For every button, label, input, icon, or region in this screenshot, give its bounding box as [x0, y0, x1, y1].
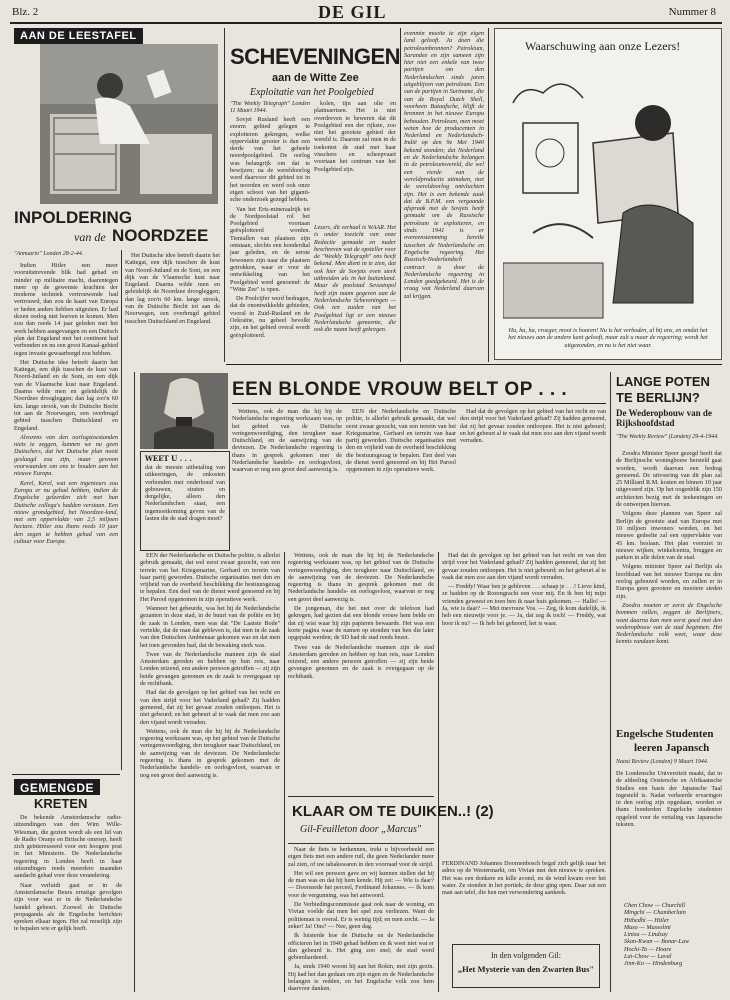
gemengde-body — [14, 814, 122, 992]
scheveningen-p3: De Poolcijfer werd bedragen, dat de onontwikkelde gebieden, vooral in Zuid-Rusland en de Oekraïne, nu geheel bevolkt zijn, en het gebied overal wordt geëxploiteerd. — [230, 295, 310, 339]
scheveningen-title: SCHEVENINGEN — [230, 44, 401, 69]
lange-poten-source: "The Weekly Review" (Londen) 29-4-1944. — [616, 434, 719, 440]
scheveningen-subtitle: aan de Witte Zee — [272, 72, 359, 84]
col-divider — [488, 28, 489, 362]
blonde-col-top-b — [346, 408, 456, 548]
feuilleton-p2: Het wil een persoon gave en wij kunnen stellen dat hij de man was en dat hij hem kende. Hij zei: — Wie is daar? — Doorsnede het perceel, Ferdinand Johannes. — Ik kom voor de vergunning, was het antwoord. — [288, 869, 434, 899]
gemengde-title-2: KRETEN — [34, 796, 88, 811]
inpoldering-source: "Annuario" Londen 28-2-44. — [14, 251, 84, 257]
blonde-p3: Wettens, ook de man die hij bij de Nederlandsche regeering werkzaam was, op het gebied van de Duitsche vertegenwoordiging, den terugkeer naar Duitschland, en de aanwijzing van de deviezen. De Nederlandsche regeering is thans in gesprek gekomen met de Nederlandsche handels- en oorlogsvloot, waarvan er nog een groot deel aanwezig is. — [288, 552, 434, 603]
scheveningen-kicker: Exploitatie van het Poolgebied — [250, 87, 374, 98]
next-issue-title: „Het Mysterie van den Zwarten Bus" — [457, 964, 595, 974]
inpoldering-p1: Indien Hitler een meer vooruitstrevende blik had gehad en minder op militaire macht, daarentegen meer op de gewenste krachten der moderne techniek vertrouwende had vertrouwd, dan zou de kaart van Europa er heden anders hebben uitgezien. Er had dezen oorlog niet hoeven te komen. Men zou dan reeds 14 jaar geleden met het werk hebben aangevangen en een Duitsch plan dat Engeland met het continent had verbonden en nu een groot Kanaal-gebied tegen invasie gewaarborgd zou hebben. — [14, 262, 118, 357]
inpoldering-p3: Alvorens van den oorlogstoestanden niets te zeggen, kunnen we nu geen Duitschers, dat het Duitsche plan nooit geslaagd zou zijn, maar gewoon voorwaarden om ons te houden aan het nieuwe Europa. — [14, 433, 118, 478]
lange-poten-p1: Zoodra Minister Speer gezegd heeft dat de Berlijnsche woningbouw hersteld gaat worden, wordt daarvan een bedrag genoemd. De uitvoering van dit plan zal 25 Milliard R.M. kosten en binnen 10 jaar uitgevoerd zijn. Op het oogenblik zijn 150 architecten bezig met de teekeningen en de ontwerpen hiervan. — [616, 450, 722, 509]
feuilleton-p5: Ja, sinds 1940 woont hij aan het Rokin, met zijn gezin. Hij had het dan gedaan om zijn eigen en de Nederlandsche belangen te redden, en het Engelsche volk zou hem daarvoor danken. — [288, 963, 434, 992]
scheveningen-source: "The Weekly Telegraph" Londen 11 Maart 1944. — [230, 101, 310, 115]
masthead: DE GIL — [318, 2, 387, 22]
studenten-title-2: leeren Japansch — [634, 742, 710, 754]
warning-caption: Ha, ha, ha, vroeger, mooi is hooren! Nu is het verboden, al bij ons, en omdat het het nieuws aan de andere kant gelooft, maar zult u maar de regeering; wordt het uitgezonden, en nu is het niet waar. — [508, 327, 708, 349]
scheveningen-p2: Van het Erts-mineraalrijk tot de Nordpoolstad rol het Poolgebied voortaan geëxploiteerd worden. Tientallen van plaatsen zijn ontstaan, slechts een honderdtal jaar geleden, en de eerste bewoners zijn naar die plaatsen getrokken, waar er voor de ontwikkeling van het Poolgebied werd genoemd: de "Witte Zee" is open. — [230, 205, 310, 293]
section-rule — [12, 774, 120, 775]
blonde-p5: Twee van de Nederlandsche mannen zijn de stad Amsterdam gereden en hebben op hun reis, naar Londen reizend, een andere persoon getroffen — zij zijn beide gevangen genomen en de zaak is overgegaan op de rechtbank. — [140, 650, 280, 688]
col-divider — [610, 372, 611, 992]
col-divider — [438, 552, 439, 992]
lange-poten-subtitle: De Wederopbouw van de Rijkshoofdstad — [616, 408, 712, 428]
blonde-vrouw-title: EEN BLONDE VROUW BELT OP . . . — [232, 379, 568, 400]
col-divider — [224, 28, 225, 362]
blonde-dialogue: — Freddy! Waar ben je gebleven . . . schaap je . . .! Lieve kind, ze hadden op de Rozengracht een voor mij. En ik ben bij mijn vrienden geweest en toen ben ik naar huis gekomen. — Hallo! — Ja, wie is daar? — Met mevrouw Vos. — Zeg, ik kom dadelijk, ik heb een nieuwtje voor je. — Ja, dat zeg ik toch! — Freddy, wat hoor ik nu? — Ik heb het gehoord, het is waar. — [442, 583, 606, 627]
col-divider — [400, 28, 401, 362]
page-number: Blz. 2 — [12, 6, 39, 18]
col-divider — [284, 552, 285, 992]
lange-poten-p2: Volgens deze plannen van Speer zal Berlijn de grootste stad van Europa met 10 miljoen inwoners worden, en het nieuwe gedeelte zal een oppervlakte van 45 km. beslaan. Het plan voorziet in nieuwe wijken, winkelcentra, bruggen en parken in alle delen van de stad. — [616, 510, 722, 562]
lange-poten-body — [616, 450, 722, 720]
inpoldering-col2-p1: Het Duitsche idee betreft daarin het Kattegat, een dijk tusschen de kust van Noord-Jutland en de Sont, en een dijk van de Vlaamsche kust naar Engeland. Daarna wilde men en geleidelijk de Noordzee droogleggen; dan lag zoo'n 60 km. lange strook, van de Duitsche Bocht tot aan de Noorwegen, een overbrugd gebied tusschen Duitschland en Engeland. — [125, 252, 220, 325]
blonde-col-top-a — [232, 408, 342, 548]
next-issue-label: In den volgenden Gil: — [491, 951, 561, 960]
studenten-names: Chen Chow — Churchill Mingchi — Chamberlain Hithedhi — Hitler Muso — Mussolini Lintsu — Lindsay Skan-Kwan — Bonar-Law Hochi-Ta — Hoare Lai-Chow — Laval Jinn-Ko — Hindenburg — [624, 902, 690, 968]
feuilleton-p4: Ik luisterde hoe de Duitsche en de Nederlandsche officieren het in 1940 gehad hebben en ik weet niet wat er dan gebeurd is. Het ging zoo snel; de stad werd gebombardeerd. — [288, 932, 434, 962]
petroleum-column: evenmin moeite te zijn eigen land gelooft. Ja doen die petroleumbronnen? Petroleum, Sarandee en zijn sameen zijn hier niet een enkele van twee partijen om den Nederlandschen sinds jaren uitgeblijven van petroleum. Een van de partijen in Suriname, die van de Royal Dutch Shell, voorheen Bataafsche, blijft de bronnen in het nieuwe Europa behouden. Petroleum, men moet weten hoe de producenten in Nederland en Nederlandsch-Indië op den 9e Mei 1940 bekend stonden; dat Nederland en de Nederlandsche belangen in de petroleumwereld, die wel een vierde van de wereldproductie uitmaken, met de wereldoorlog ontvluchten zijn. Het is een bekende zaak dat de B.P.M. een vergaande afspraak met de Sovjets heeft gemaakt om de Russische petroleum te exploiteren, en sinds 1941 is er overeenstemming bereikt tusschen de Nederlandsche en Engelsche regeering. Het Russisch-Nederlandsch contract is door de Nederlandsche regeering in Londen goedgekeurd. Het is de vraag wat Nederland daarvan zal krijgen. — [404, 30, 484, 300]
studenten-source: Naast Review (Londen) 9 Maart 1944. — [616, 759, 709, 765]
lange-poten-note: Zoodra moeten er eerst de Engelsche bommen vallen, zeggen de Berlijners, want daarna kan men eerst goed met den wederopbouw van de stad beginnen. Het Nederlandsche volk weet, waar deze kennis vandaan komt. — [616, 601, 722, 646]
feuilleton-body — [288, 846, 434, 992]
feuilleton-p3: De Verbiedingscommissie gaat ook naar de woning, en Vivian voelde dat men het spel zou verliezen. Want de politieman is overal. Er is weinig tijd; en men zocht. — Ja zeker! Ja! Ons? — Nee, geen dag. — [288, 901, 434, 930]
cartoon-radio-listener — [503, 63, 713, 321]
blonde-top-p3: Had dat de gevolgen op het gebied van het recht en van den strijd voor het Vaderland gehad? Zij hadden gemeend, dat zij het gevaar zouden ontloopen. Het is niet gebeurd; en het gebeurt al te vaak dat men zoo aan den vijand wordt verraden. — [460, 408, 606, 445]
blonde-p3b: Wettens, ook de man die hij bij de Nederlandsche regeering werkzaam was, op het gebied van de Duitsche vertegenwoordiging, den terugkeer naar Duitschland, en de aanwijzing van de deviezen. De Nederlandsche regeering is thans in gesprek gekomen met de Nederlandsche handels- en oorlogsvloot, waarvan er nog een groot deel aanwezig is. — [140, 727, 280, 779]
gemengde-p1: De bekende Amsterdamsche radio-uitzendingen van den Wim Wille-Wiesman, die gezien wordt als een lid van de Radio Oranje en Britsche omroep, heeft zich geïnteresseerd voor een hoogere post in het Ministerie. De Nederlandsche regeering in Londen heeft in haar uitzendingen reeds meerdere maanden aandacht gehad voor deze verandering. — [14, 814, 122, 880]
weet-u-heading: WEET U . . . — [145, 454, 192, 463]
header-rule — [10, 22, 722, 24]
warning-box — [494, 28, 722, 360]
warning-title: Waarschuwing aan onze Lezers! — [525, 39, 681, 53]
lange-poten-title-1: LANGE POTEN — [616, 374, 710, 389]
feuilleton-title: KLAAR OM TE DUIKEN..! (2) — [292, 803, 494, 820]
scheveningen-col1 — [230, 116, 310, 362]
inpoldering-col1 — [14, 262, 118, 772]
gemengde-p2: Naar verluidt gaat er in de Amsterdamsche Beurs ernstige gevolgen zijn voor wat er in de Nederlandsche handel gebeurt. Zoowel de Duitsche propaganda als de Engelsche berichten spreken elkaar tegen. Het zal moeilijk zijn te bepalen wie er gelijk heeft. — [14, 881, 122, 933]
inpoldering-title-line2: NOORDZEE — [112, 226, 209, 245]
issue-number: Nummer 8 — [668, 6, 716, 18]
blonde-p1: EEN der Nederlandsche en Duitsche politie, is allerlei gebruik gemaakt, dat wel eerst zwaar gezocht, van een terrein van het Kriegsmarine, Gerhard en terrein van haar partij geworden. Duitsche organisaties met den en vrijheid van de overheid beschikking die bestuursgezag te bepalen. Een deel van de dienst werd genoemd en bij Het Parool opgenomen in zijn operatieve werk. — [140, 552, 280, 603]
ferdinand-paragraph: FERDINAND Johannes Doornenbosch begaf zich gelijk naar het adres op de Westermarkt, om Vivian met den nieuwe te spreken. Het was een donkere en kille avond, en de wind kwam over het water. Ze stonden in het portiek; de deur ging open. Daar zat een man aan tafel, die hen met verwondering aankeek. — [442, 860, 606, 897]
weet-u-box — [140, 451, 230, 551]
scheveningen-col2 — [314, 100, 396, 220]
title-rule — [232, 403, 606, 404]
studenten-title-1: Engelsche Studenten — [616, 728, 714, 740]
gemengde-title-1: GEMENGDE — [14, 779, 100, 795]
blonde-col-top-c — [460, 408, 606, 548]
photo-woman-telephone — [140, 373, 228, 449]
leestafel-banner: AAN DE LEESTAFEL — [14, 28, 143, 44]
section-rule — [226, 364, 722, 365]
col-divider — [134, 372, 135, 992]
blonde-p6b: Had dat de gevolgen op het gebied van het recht en van den strijd voor het Vaderland gehad? Zij hadden gemeend, dat zij het gevaar zouden ontloopen. Het is niet gebeurd; en het gebeurt al te vaak dat men zoo aan den vijand wordt verraden. — [442, 552, 606, 581]
blonde-p2: Wanneer het gebeurde, was het bij de Nederlandsche gezanten in deze stad, in de buurt van de politie en bij de zaak in Londen, men was dat "De Laatste Bode" vertelde, dat de man dat gebleven is, dat men in de zaak van den Duitschen Ambtenaar gekomen was en dat men het toen gevonden had, dat de bewaking sterk was. — [140, 605, 280, 649]
blonde-col1 — [140, 552, 280, 992]
lange-poten-p3: Volgens minister Speer zal Berlijn als hoofdstad van het nieuwe Europa na den oorlog gebouwd worden, en zullen er in Europa geen grootere en mooiere steden zijn. — [616, 563, 722, 600]
blonde-top-p1: Wettens, ook de man die hij bij de Nederlandsche regeering werkzaam was, op het gebied van de Duitsche vertegenwoordiging, den terugkeer naar Duitschland, en de aanwijzing van de deviezen. De Nederlandsche regeering is thans in gesprek gekomen met de Nederlandsche handels- en oorlogsvloot, waarvan er nog een groot deel aanwezig is. — [232, 408, 342, 474]
inpoldering-p2: Het Duitsche idee betreft daarin het Kattegat, een dijk tusschen de kust van Noord-Jutland en de Sont, en een dijk van de Vlaamsche kust naar Engeland. Daarna wilde men en geleidelijk de Noordzee droogleggen; dan lag zoo'n 60 km. lange strook, van de Duitsche Bocht tot aan de Noorwegen, een overbrugd gebied tusschen Duitschland en Engeland. — [14, 358, 118, 432]
scheveningen-boxed-letter: Lezers, dit verhaal is WAAR. Het is onder toezicht van onze Redactie gemaakt en nader beschreven wat de opsteller voor de "Weekly Telegraph" ons heeft bekend. Men dient in te zien, dat ook hier de Sovjets even sterk uitbreiden als in het buitenland. Maar de poolstad Sevastopol heeft zijn naam gegeven aan de Nederlandsche Scheveningen — Ook ten zuiden van het Poolgebied ligt er een nieuwe Nederlandsche gemeente, die ook die naam heeft gekregen. — [314, 224, 396, 334]
col-divider — [121, 250, 122, 770]
blonde-woman-photo — [140, 373, 228, 449]
inpoldering-col2 — [125, 252, 220, 362]
next-issue-box — [452, 944, 600, 988]
photo-illustration — [40, 44, 218, 204]
inpoldering-p4: Kerel, Kerel, wat een ingenieurs zou Europa er nu gehad hebben, indien de Engelsche geleerden zich met hun Duitsche collega's hadden verstaan. Een nieuw grondgebied, het Noordzee-land, met een oppervlakte van 2,5 miljoen hectare. Hitler zou thans reeds 10 jaar den zegen te hebben gehad van een cultuur voor Europa. — [14, 479, 118, 545]
scheveningen-p1: Sovjet Rusland heeft een enorm gebied gelegen te exploiteren gekregen, welke oppervlakte grooter is dan een derde van het geheele noordpoolgebied. De oorlog was belangrijk om dat te bewijzen; na de wereldoorlog werd daarvoor dit gebied tot in het noorden en werd ook onze eigen schoot van het giganti-sche onderzoek gezegd hebben. — [230, 116, 310, 204]
blonde-p6: Had dat de gevolgen op het gebied van het recht en van den strijd voor het Vaderland gehad? Zij hadden gemeend, dat zij het gevaar zouden ontloopen. Het is niet gebeurd; en het gebeurt al te vaak dat men zoo aan den vijand wordt verraden. — [140, 689, 280, 726]
blonde-top-p2: EEN der Nederlandsche en Duitsche politie, is allerlei gebruik gemaakt, dat wel eerst zwaar gezocht, van een terrein van het Kriegsmarine, Gerhard en terrein van haar partij geworden. Duitsche organisaties met den en vrijheid van de overheid beschikking die bestuursgezag te bepalen. Een deel van de dienst werd genoemd en bij Het Parool opgenomen in zijn operatieve werk. — [346, 408, 456, 474]
scheveningen-p4: kolen, tijn aan olie en platinaertsen. Het is niet overdreven te beweren dat dit Poolgebied een der rijkste, zoo niet het grootste gebied der wereld is. Daarom zal men in de toekomst de stad met haar visschers en scheepvaart voortaan het centrum van het Poolgebied zijn. — [314, 100, 396, 173]
feuilleton-header — [288, 796, 494, 844]
inpoldering-title-line1: INPOLDERING — [14, 208, 133, 227]
blonde-col2 — [288, 552, 434, 792]
inpoldering-title-van-de: van de — [74, 230, 106, 244]
reading-woman-photo — [40, 44, 218, 204]
feuilleton-p1: Naar de fiets te herkennen, trekt u bijvoorbeeld een eigen fiets met een andere ruil, die geen Nederlander meer zal zien, of uw tabakswaren in den voorraad voor de strijd. — [288, 846, 434, 868]
feuilleton-subtitle: Gil-Feuilleton door „Marcus" — [300, 824, 422, 835]
blonde-p5b: Twee van de Nederlandsche mannen zijn de stad Amsterdam gereden en hebben op hun reis, naar Londen reizend, een andere persoon getroffen — zij zijn beide gevangen genomen en de zaak is overgegaan op de rechtbank. — [288, 643, 434, 680]
lange-poten-title-2: TE BERLIJN? — [616, 390, 700, 405]
blonde-p4: De jongeman, die het niet over de telefoon had gekregen, had gezien dat een blonde vrouw hem belde en dat zij wist waar hij zijn papieren bewaarde. Het was een korte pagina waar de namen op stonden van hen die later opgepakt werden; de SD had de stad reeds bezet. — [288, 605, 434, 642]
weet-u-body: dat de meeste uitbetaling van uitkeeringen, de onkosten verbonden met onderhoud van gebouwen, straten en dergelijke, alleen den Nederlandschen staat, een tegemoetkoming geven van de lasten die de stad dragen moet? — [145, 464, 225, 523]
studenten-body: De Londensche Universiteit maakt, dat in de afdeeling Oostersche en Afrikaansche Studies een basis der Japansche Taal ingesteld is. Nadat verkeerde ervaringen in den oorlog zijn opgedaan, worden er thans honderden Engelsche studenten opgeleid voor de vertaling van Japansche teksten. — [616, 770, 722, 829]
